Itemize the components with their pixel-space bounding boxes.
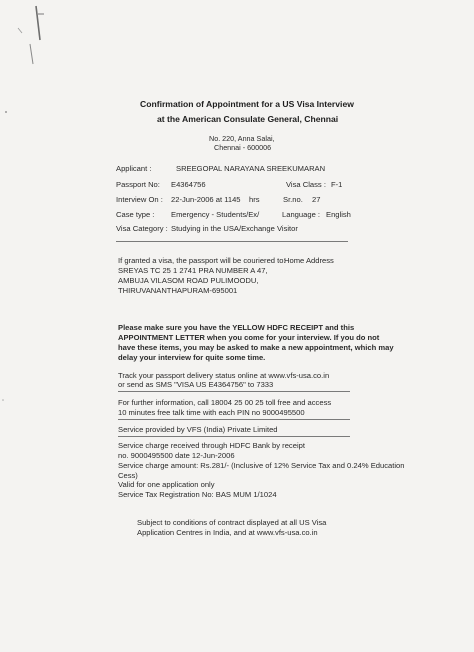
interview-label: Interview On : — [116, 195, 163, 204]
srno-label: Sr.no. — [283, 195, 303, 204]
track-line1: Track your passport delivery status online at www.vfs-usa.co.in — [118, 371, 330, 380]
home-address-label: Home Address — [284, 256, 334, 265]
passport-label: Passport No: — [116, 180, 160, 189]
info-line1: For further information, call 18004 25 00 25 toll free and access — [118, 398, 332, 407]
charges-line6: Service Tax Registration No: BAS MUM 1/1024 — [118, 490, 277, 499]
interview-value: 22-Jun-2006 at 1145 — [171, 195, 241, 204]
consulate-address-line2: Chennai - 600006 — [214, 143, 272, 152]
section-divider — [116, 241, 348, 242]
footer-line1: Subject to conditions of contract displayed at all US Visa — [137, 518, 327, 527]
divider-info — [118, 419, 350, 420]
visa-class-value: F-1 — [331, 180, 343, 189]
info-line2: 10 minutes free talk time with each PIN no 9000495500 — [118, 408, 305, 417]
applicant-label: Applicant : — [116, 164, 152, 173]
notice-line3: have these items, you may be asked to make a new appointment, which may — [118, 343, 394, 352]
delivery-address-line3: THIRUVANANTHAPURAM-695001 — [118, 286, 238, 295]
divider-provider — [118, 436, 350, 437]
applicant-value: SREEGOPAL NARAYANA SREEKUMARAN — [176, 164, 326, 173]
visa-class-label: Visa Class : — [286, 180, 326, 189]
document-title-line1: Confirmation of Appointment for a US Visa Interview — [140, 99, 354, 109]
case-type-value: Emergency - Students/Ex/ — [171, 210, 260, 219]
visa-category-label: Visa Category : — [116, 224, 168, 233]
visa-category-value: Studying in the USA/Exchange Visitor — [171, 224, 298, 233]
provider-line: Service provided by VFS (India) Private Limited — [118, 425, 278, 434]
notice-line2: APPOINTMENT LETTER when you come for your interview. If you do not — [118, 333, 380, 342]
language-label: Language : — [282, 210, 321, 219]
srno-value: 27 — [312, 195, 321, 204]
notice-line4: delay your interview for quite some time. — [118, 353, 266, 362]
charges-line2: no. 9000495500 date 12-Jun-2006 — [118, 451, 235, 460]
language-value: English — [326, 210, 351, 219]
charges-line4: Cess) — [118, 471, 138, 480]
consulate-address-line1: No. 220, Anna Salai, — [209, 134, 275, 143]
notice-line1: Please make sure you have the YELLOW HDFC RECEIPT and this — [118, 323, 355, 332]
track-line2: or send as SMS "VISA US E4364756" to 7333 — [118, 380, 274, 389]
delivery-address-line1: SREYAS TC 25 1 2741 PRA NUMBER A 47, — [118, 266, 268, 275]
charges-line1: Service charge received through HDFC Bank by receipt — [118, 441, 305, 450]
document-title-line2: at the American Consulate General, Chennai — [157, 114, 339, 124]
charges-line3: Service charge amount: Rs.281/- (Inclusive of 12% Service Tax and 0.24% Education — [118, 461, 405, 470]
interview-unit: hrs — [249, 195, 260, 204]
delivery-address-line2: AMBUJA VILASOM ROAD PULIMOODU, — [118, 276, 259, 285]
courier-intro: If granted a visa, the passport will be couriered to: — [118, 256, 286, 265]
passport-value: E4364756 — [171, 180, 206, 189]
divider-track — [118, 391, 350, 392]
charges-line5: Valid for one application only — [118, 480, 215, 489]
footer-line2: Application Centres in India, and at www.vfs-usa.co.in — [137, 528, 318, 537]
case-type-label: Case type : — [116, 210, 155, 219]
